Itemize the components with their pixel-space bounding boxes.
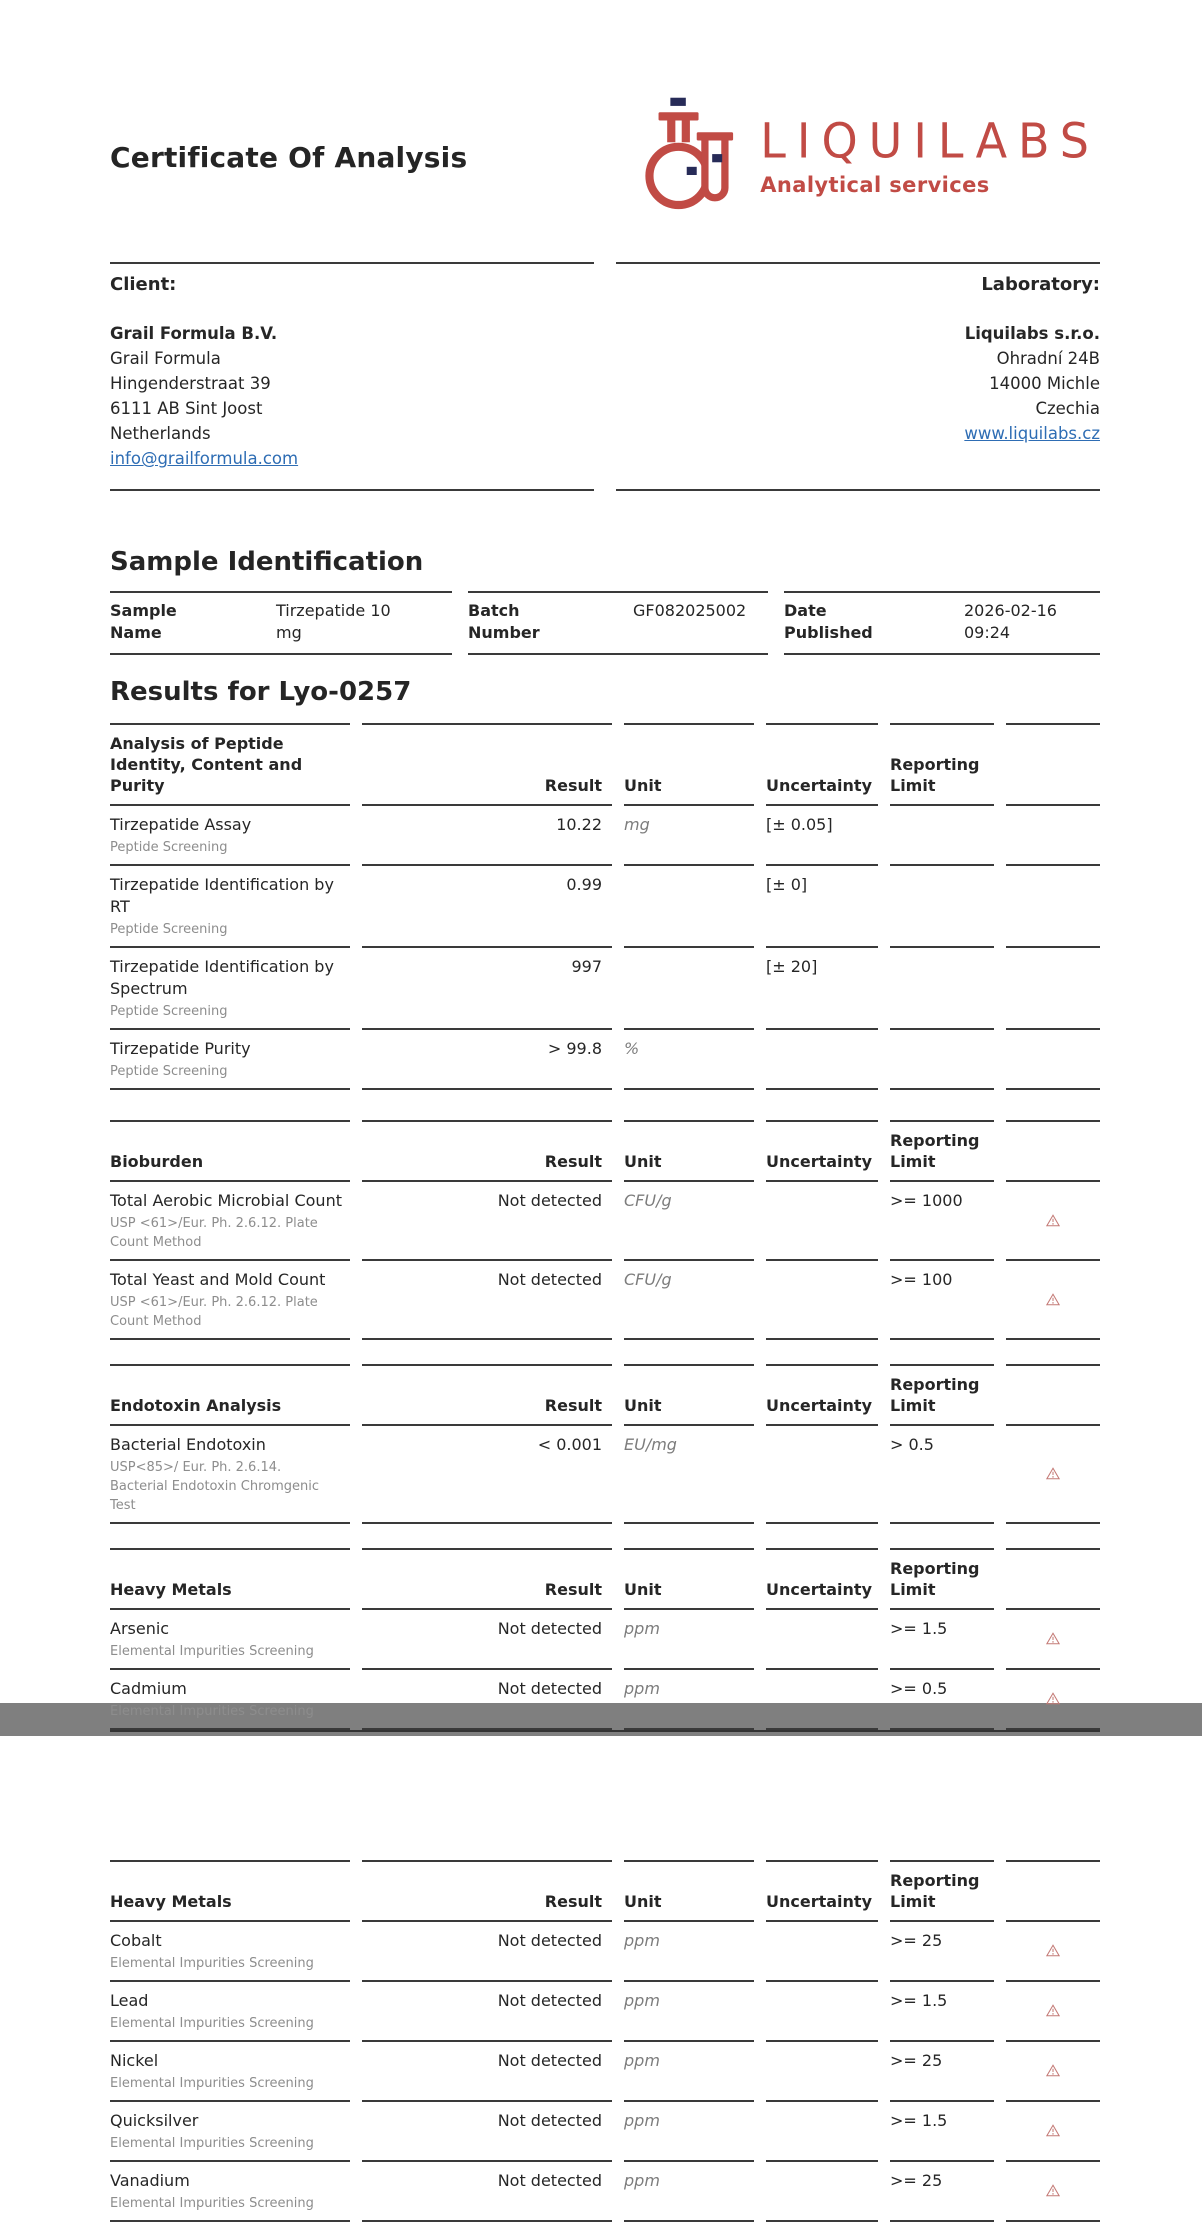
result-value: Not detected bbox=[362, 1670, 612, 1730]
column-header-reporting-limit: Reporting Limit bbox=[890, 1860, 994, 1922]
results-table-header bbox=[110, 1548, 1100, 1610]
result-row bbox=[110, 1182, 1100, 1261]
flag-cell bbox=[1006, 2162, 1100, 2222]
reporting-limit-value: >= 1000 bbox=[890, 1182, 994, 1261]
result-value: Not detected bbox=[362, 1982, 612, 2042]
analysis-name-cell: Nickel Elemental Impurities Screening bbox=[110, 2042, 350, 2102]
reporting-limit-value: >= 0.5 bbox=[890, 1670, 994, 1730]
result-row bbox=[110, 866, 1100, 948]
column-header-group: Analysis of Peptide Identity, Content and Purity bbox=[110, 723, 350, 806]
results-table-bioburden bbox=[110, 1120, 1100, 1340]
uncertainty-value bbox=[766, 2102, 878, 2162]
analysis-name-cell: Total Yeast and Mold Count USP <61>/Eur. Ph. 2.6.12. Plate Count Method bbox=[110, 1261, 350, 1340]
column-header-unit: Unit bbox=[624, 1860, 754, 1922]
column-header-reporting-limit: Reporting Limit bbox=[890, 1120, 994, 1182]
warning-triangle-icon bbox=[1046, 2062, 1060, 2081]
unit-value: ppm bbox=[624, 1922, 754, 1982]
batch-number-value: GF082025002 bbox=[633, 601, 747, 620]
laboratory-line: 14000 Michle bbox=[989, 374, 1100, 393]
column-header-result: Result bbox=[362, 1120, 612, 1182]
column-header-reporting-limit: Reporting Limit bbox=[890, 1548, 994, 1610]
flag-cell bbox=[1006, 1610, 1100, 1670]
column-header-reporting-limit: Reporting Limit bbox=[890, 1364, 994, 1426]
result-row bbox=[110, 2162, 1100, 2222]
flag-cell bbox=[1006, 1426, 1100, 1524]
result-row bbox=[110, 948, 1100, 1030]
analysis-name-cell: Total Aerobic Microbial Count USP <61>/Eur. Ph. 2.6.12. Plate Count Method bbox=[110, 1182, 350, 1261]
unit-value: ppm bbox=[624, 2042, 754, 2102]
unit-value: ppm bbox=[624, 1670, 754, 1730]
laboratory-line: Ohradní 24B bbox=[996, 349, 1100, 368]
flag-cell bbox=[1006, 1670, 1100, 1730]
client-block bbox=[110, 262, 594, 491]
column-header-unit: Unit bbox=[624, 723, 754, 806]
analysis-name-cell: Vanadium Elemental Impurities Screening bbox=[110, 2162, 350, 2222]
result-value: Not detected bbox=[362, 2162, 612, 2222]
result-row bbox=[110, 1922, 1100, 1982]
client-line: Hingenderstraat 39 bbox=[110, 374, 271, 393]
analysis-name-cell: Tirzepatide Assay Peptide Screening bbox=[110, 806, 350, 866]
reporting-limit-value: >= 1.5 bbox=[890, 2102, 994, 2162]
flag-cell bbox=[1006, 1261, 1100, 1340]
sample-identification-heading: Sample Identification bbox=[110, 547, 424, 577]
results-table-peptide bbox=[110, 723, 1100, 1090]
analysis-name-cell: Lead Elemental Impurities Screening bbox=[110, 1982, 350, 2042]
laboratory-label: Laboratory: bbox=[981, 274, 1100, 295]
column-header-uncertainty: Uncertainty bbox=[766, 1860, 878, 1922]
uncertainty-value bbox=[766, 2042, 878, 2102]
reporting-limit-value: >= 1.5 bbox=[890, 1982, 994, 2042]
date-published-field bbox=[784, 591, 1100, 655]
column-header-result: Result bbox=[362, 723, 612, 806]
result-value: Not detected bbox=[362, 1182, 612, 1261]
unit-value: ppm bbox=[624, 1610, 754, 1670]
uncertainty-value: [± 0.05] bbox=[766, 806, 878, 866]
uncertainty-value: [± 20] bbox=[766, 948, 878, 1030]
result-value: Not detected bbox=[362, 1261, 612, 1340]
brand-name: LIQUILABS bbox=[760, 112, 1100, 169]
result-value: Not detected bbox=[362, 2102, 612, 2162]
result-row bbox=[110, 1982, 1100, 2042]
warning-triangle-icon bbox=[1046, 1942, 1060, 1961]
uncertainty-value bbox=[766, 1182, 878, 1261]
result-row bbox=[110, 1610, 1100, 1670]
flag-cell bbox=[1006, 2102, 1100, 2162]
unit-value: ppm bbox=[624, 2102, 754, 2162]
reporting-limit-value: > 0.5 bbox=[890, 1426, 994, 1524]
result-value: Not detected bbox=[362, 1610, 612, 1670]
results-table-heavy-metals bbox=[110, 1548, 1100, 1730]
client-label: Client: bbox=[110, 274, 177, 295]
flag-cell bbox=[1006, 1182, 1100, 1261]
page-title: Certificate Of Analysis bbox=[110, 140, 468, 174]
client-email-link[interactable]: info@grailformula.com bbox=[110, 449, 299, 468]
result-value: > 99.8 bbox=[362, 1030, 612, 1090]
column-header-result: Result bbox=[362, 1364, 612, 1426]
column-header-flag bbox=[1006, 723, 1100, 806]
warning-triangle-icon bbox=[1046, 1690, 1060, 1709]
column-header-result: Result bbox=[362, 1860, 612, 1922]
unit-value: EU/mg bbox=[624, 1426, 754, 1524]
results-table-header bbox=[110, 1120, 1100, 1182]
flag-cell bbox=[1006, 2042, 1100, 2102]
column-header-group: Heavy Metals bbox=[110, 1860, 350, 1922]
result-row bbox=[110, 806, 1100, 866]
flag-cell bbox=[1006, 1922, 1100, 1982]
flag-cell bbox=[1006, 806, 1100, 866]
analysis-name-cell: Quicksilver Elemental Impurities Screening bbox=[110, 2102, 350, 2162]
analysis-name-cell: Tirzepatide Identification by RT Peptide Screening bbox=[110, 866, 350, 948]
brand-tagline: Analytical services bbox=[760, 172, 990, 197]
date-published-value: 2026-02-16 09:24 bbox=[964, 601, 1057, 642]
results-table-endotoxin bbox=[110, 1364, 1100, 1524]
unit-value: ppm bbox=[624, 1982, 754, 2042]
uncertainty-value bbox=[766, 1030, 878, 1090]
unit-value bbox=[624, 948, 754, 1030]
result-value: < 0.001 bbox=[362, 1426, 612, 1524]
client-name: Grail Formula B.V. bbox=[110, 324, 278, 343]
uncertainty-value bbox=[766, 1610, 878, 1670]
result-value: 10.22 bbox=[362, 806, 612, 866]
reporting-limit-value: >= 25 bbox=[890, 2162, 994, 2222]
column-header-flag bbox=[1006, 1120, 1100, 1182]
result-value: Not detected bbox=[362, 1922, 612, 1982]
unit-value: ppm bbox=[624, 2162, 754, 2222]
document-header bbox=[110, 96, 1100, 218]
parties-section bbox=[110, 262, 1100, 491]
uncertainty-value bbox=[766, 1982, 878, 2042]
uncertainty-value bbox=[766, 1922, 878, 1982]
laboratory-website-link[interactable]: www.liquilabs.cz bbox=[964, 424, 1100, 443]
warning-triangle-icon bbox=[1046, 2182, 1060, 2201]
uncertainty-value: [± 0] bbox=[766, 866, 878, 948]
column-header-uncertainty: Uncertainty bbox=[766, 1548, 878, 1610]
reporting-limit-value: >= 1.5 bbox=[890, 1610, 994, 1670]
results-table-header bbox=[110, 1364, 1100, 1426]
column-header-group: Endotoxin Analysis bbox=[110, 1364, 350, 1426]
date-published-label: Date Published bbox=[784, 601, 873, 642]
result-row bbox=[110, 2042, 1100, 2102]
column-header-flag bbox=[1006, 1364, 1100, 1426]
liquilabs-logo bbox=[644, 96, 1100, 218]
analysis-name-cell: Bacterial Endotoxin USP<85>/ Eur. Ph. 2.6.14. Bacterial Endotoxin Chromgenic Test bbox=[110, 1426, 350, 1524]
sample-identification-table bbox=[110, 591, 1100, 655]
warning-triangle-icon bbox=[1046, 1291, 1060, 1310]
analysis-name-cell: Tirzepatide Identification by Spectrum Peptide Screening bbox=[110, 948, 350, 1030]
analysis-name-cell: Tirzepatide Purity Peptide Screening bbox=[110, 1030, 350, 1090]
result-row bbox=[110, 1426, 1100, 1524]
sample-name-label: Sample Name bbox=[110, 601, 177, 642]
client-line: Netherlands bbox=[110, 424, 211, 443]
unit-value: % bbox=[624, 1030, 754, 1090]
laboratory-line: Czechia bbox=[1035, 399, 1100, 418]
batch-number-field bbox=[468, 591, 768, 655]
reporting-limit-value: >= 25 bbox=[890, 2042, 994, 2102]
sample-name-value: Tirzepatide 10 mg bbox=[276, 601, 391, 642]
column-header-unit: Unit bbox=[624, 1364, 754, 1426]
result-value: 997 bbox=[362, 948, 612, 1030]
client-line: 6111 AB Sint Joost bbox=[110, 399, 263, 418]
result-row bbox=[110, 2102, 1100, 2162]
flag-cell bbox=[1006, 1030, 1100, 1090]
logo-text bbox=[760, 112, 1100, 197]
column-header-group: Bioburden bbox=[110, 1120, 350, 1182]
column-header-flag bbox=[1006, 1548, 1100, 1610]
laboratory-block bbox=[616, 262, 1100, 491]
pdf-page-2 bbox=[0, 1736, 1202, 2211]
unit-value: CFU/g bbox=[624, 1182, 754, 1261]
reporting-limit-value bbox=[890, 866, 994, 948]
column-header-unit: Unit bbox=[624, 1120, 754, 1182]
flag-cell bbox=[1006, 948, 1100, 1030]
column-header-unit: Unit bbox=[624, 1548, 754, 1610]
unit-value: mg bbox=[624, 806, 754, 866]
unit-value bbox=[624, 866, 754, 948]
result-value: Not detected bbox=[362, 2042, 612, 2102]
uncertainty-value bbox=[766, 1261, 878, 1340]
result-row bbox=[110, 1670, 1100, 1730]
results-table-header bbox=[110, 723, 1100, 806]
results-table-header bbox=[110, 1860, 1100, 1922]
reporting-limit-value: >= 100 bbox=[890, 1261, 994, 1340]
results-heading: Results for Lyo-0257 bbox=[110, 677, 412, 707]
warning-triangle-icon bbox=[1046, 1212, 1060, 1231]
column-header-flag bbox=[1006, 1860, 1100, 1922]
batch-number-label: Batch Number bbox=[468, 601, 540, 642]
result-row bbox=[110, 1261, 1100, 1340]
sample-name-field bbox=[110, 591, 452, 655]
result-row bbox=[110, 1030, 1100, 1090]
flag-cell bbox=[1006, 866, 1100, 948]
warning-triangle-icon bbox=[1046, 1465, 1060, 1484]
column-header-reporting-limit: Reporting Limit bbox=[890, 723, 994, 806]
uncertainty-value bbox=[766, 2162, 878, 2222]
warning-triangle-icon bbox=[1046, 1630, 1060, 1649]
results-table-heavy-metals-continued bbox=[110, 1860, 1100, 2222]
analysis-name-cell: Cobalt Elemental Impurities Screening bbox=[110, 1922, 350, 1982]
column-header-uncertainty: Uncertainty bbox=[766, 723, 878, 806]
flag-cell bbox=[1006, 1982, 1100, 2042]
unit-value: CFU/g bbox=[624, 1261, 754, 1340]
warning-triangle-icon bbox=[1046, 2002, 1060, 2021]
reporting-limit-value bbox=[890, 948, 994, 1030]
laboratory-name: Liquilabs s.r.o. bbox=[964, 324, 1100, 343]
result-value: 0.99 bbox=[362, 866, 612, 948]
client-line: Grail Formula bbox=[110, 349, 221, 368]
column-header-group: Heavy Metals bbox=[110, 1548, 350, 1610]
reporting-limit-value: >= 25 bbox=[890, 1922, 994, 1982]
reporting-limit-value bbox=[890, 1030, 994, 1090]
column-header-result: Result bbox=[362, 1548, 612, 1610]
analysis-name-cell: Cadmium Elemental Impurities Screening bbox=[110, 1670, 350, 1730]
column-header-uncertainty: Uncertainty bbox=[766, 1120, 878, 1182]
column-header-uncertainty: Uncertainty bbox=[766, 1364, 878, 1426]
reporting-limit-value bbox=[890, 806, 994, 866]
analysis-name-cell: Arsenic Elemental Impurities Screening bbox=[110, 1610, 350, 1670]
uncertainty-value bbox=[766, 1426, 878, 1524]
flask-icon bbox=[644, 96, 744, 218]
warning-triangle-icon bbox=[1046, 2122, 1060, 2141]
uncertainty-value bbox=[766, 1670, 878, 1730]
